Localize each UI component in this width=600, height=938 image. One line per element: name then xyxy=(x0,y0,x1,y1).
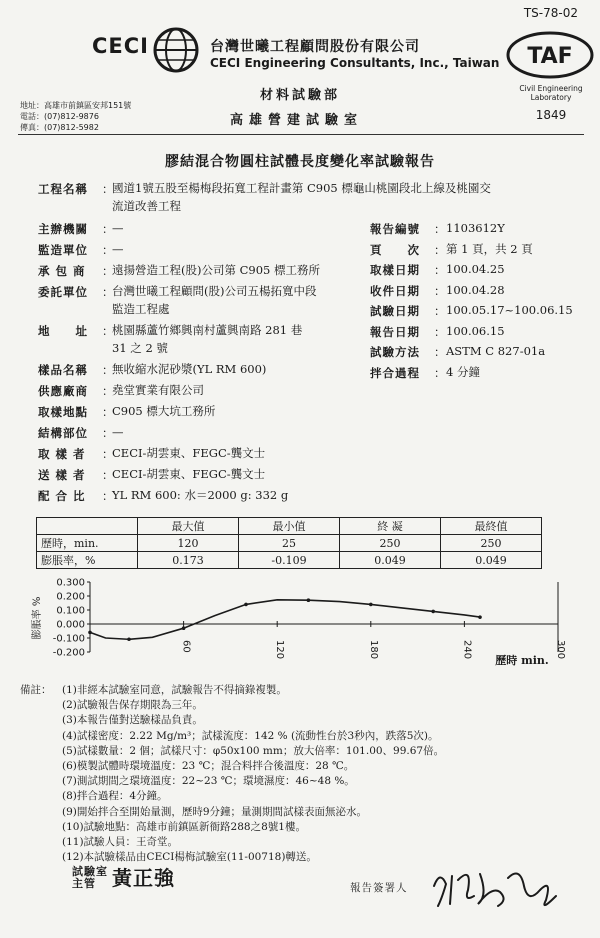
table-cell: 120 xyxy=(138,535,239,552)
field-label: 送 樣 者 xyxy=(38,468,86,482)
table-cell: 250 xyxy=(441,535,542,552)
company-name-en: CECI Engineering Consultants, Inc., Taiwan xyxy=(210,56,500,70)
field-colon: ： xyxy=(434,304,446,318)
note-item: (4)試樣密度：2.22 Mg/m³；試樣流度：142 % (流動性台於3秒內，跌落5次)。 xyxy=(62,729,439,742)
report-title: 膠結混合物圓柱試體長度變化率試驗報告 xyxy=(165,154,435,170)
field-value: CECI-胡雲東、FEGC-龔文士 xyxy=(112,467,266,481)
field-value: 1103612Y xyxy=(446,221,505,235)
field-colon: ： xyxy=(102,384,114,398)
contact-address: 地址：高雄市前鎮區安邦151號 xyxy=(20,101,132,110)
notes-section xyxy=(14,683,445,865)
field-label: 收件日期 xyxy=(370,283,420,298)
field-value: ASTM C 827-01a xyxy=(446,344,546,358)
table-cell: 0.049 xyxy=(441,552,542,569)
header-divider xyxy=(18,134,584,135)
field-label: 監造單位 xyxy=(38,243,88,257)
table-header-row xyxy=(37,518,542,535)
y-axis-label: 膨脹率 % xyxy=(32,596,43,640)
lab-supervisor-stamp xyxy=(72,866,175,890)
field-colon: ： xyxy=(434,263,446,277)
field-label: 報告編號 xyxy=(370,222,420,236)
note-item: (1)非經本試驗室同意，試驗報告不得摘錄複製。 xyxy=(62,684,287,696)
data-point xyxy=(182,626,186,630)
field-label: 拌合過程 xyxy=(370,365,420,380)
note-item: (5)試樣數量：2 個；試樣尺寸：φ50x100 mm；放大倍率：101.00、99.67倍。 xyxy=(62,744,445,757)
notes-label: 備註： xyxy=(20,684,52,696)
note-item: (8)拌合過程：4分鐘。 xyxy=(62,790,168,803)
stamp-name: 黃正強 xyxy=(112,866,175,890)
field-colon: ： xyxy=(434,365,446,380)
field-colon: ： xyxy=(434,345,446,359)
taf-number: 1849 xyxy=(535,108,567,122)
field-label: 報告日期 xyxy=(370,324,420,339)
field-value-cont: 31 之 2 號 xyxy=(112,341,168,355)
field-colon: ： xyxy=(102,426,114,440)
contact-fax: 傳真：(07)812-5982 xyxy=(20,123,99,132)
note-item: (10)試驗地點：高雄市前鎮區新衙路288之8號1樓。 xyxy=(62,820,306,833)
stamp-line1: 試驗室 xyxy=(72,865,108,878)
x-tick-label: 60 xyxy=(180,640,192,653)
row-label: 膨脹率，% xyxy=(37,552,138,569)
field-value: 第 1 頁，共 2 頁 xyxy=(446,241,533,256)
field-label: 取樣地點 xyxy=(38,405,88,419)
field-label: 試驗方法 xyxy=(370,345,420,359)
field-colon: ： xyxy=(434,283,446,298)
field-label: 樣品名稱 xyxy=(38,363,88,377)
field-value: 桃園縣蘆竹鄉興南村蘆興南路 281 巷 xyxy=(112,323,303,337)
data-point xyxy=(478,615,482,619)
field-value: — xyxy=(112,425,124,439)
expansion-chart xyxy=(30,578,580,670)
row-label: 歷時，min. xyxy=(37,535,138,552)
field-colon: ： xyxy=(434,324,446,339)
table-cell: 25 xyxy=(239,535,340,552)
contact-phone: 電話：(07)812-9876 xyxy=(20,112,99,121)
field-label: 地 址 xyxy=(38,324,88,338)
signer-label: 報告簽署人 xyxy=(350,882,408,894)
company-name-zh: 台灣世曦工程顧問股份有限公司 xyxy=(210,39,420,55)
field-label: 結構部位 xyxy=(38,426,88,440)
field-colon: ： xyxy=(102,243,114,257)
y-tick-label: -0.200 xyxy=(52,647,85,659)
field-value: YL RM 600: 水＝2000 g: 332 g xyxy=(112,488,289,502)
taf-caption: Civil Engineering Laboratory xyxy=(519,84,583,102)
x-tick-label: 180 xyxy=(367,640,379,660)
header-final-set: 終 凝 xyxy=(340,518,441,535)
header-max: 最大值 xyxy=(138,518,239,535)
field-value: — xyxy=(112,221,124,235)
field-value: 無收縮水泥砂漿(YL RM 600) xyxy=(112,362,267,376)
field-label: 取樣日期 xyxy=(370,263,420,277)
field-value: 100.05.17~100.06.15 xyxy=(446,303,573,317)
field-label: 委託單位 xyxy=(38,285,88,299)
note-item: (9)開始拌合至開始量測，歷時9分鐘；量測期間試樣表面無泌水。 xyxy=(62,805,368,818)
field-label: 供應廠商 xyxy=(38,384,88,398)
table-row xyxy=(37,535,542,552)
field-colon: ： xyxy=(102,324,114,338)
lab-name: 高雄營建試驗室 xyxy=(230,113,364,128)
table-cell: 0.173 xyxy=(138,552,239,569)
x-tick-label: 240 xyxy=(461,640,473,660)
field-value: C905 標大坑工務所 xyxy=(112,404,216,418)
taf-accreditation-logo xyxy=(505,30,595,80)
field-label: 頁 次 xyxy=(370,242,420,257)
field-colon: ： xyxy=(102,405,114,419)
note-item: (12)本試驗樣品由CECI楊梅試驗室(11-00718)轉送。 xyxy=(62,851,317,864)
note-item: (11)試驗人員：王奇堂。 xyxy=(62,836,179,849)
field-value: — xyxy=(112,242,124,256)
department-name: 材料試驗部 xyxy=(260,88,341,103)
header-min: 最小值 xyxy=(239,518,340,535)
x-tick-label: 120 xyxy=(274,640,286,660)
field-colon: ： xyxy=(102,222,114,236)
handwritten-signature xyxy=(428,856,568,914)
field-colon: ： xyxy=(102,447,114,461)
y-tick-label: -0.100 xyxy=(52,633,85,645)
project-label: 工程名稱 xyxy=(38,182,88,196)
table-cell: 0.049 xyxy=(340,552,441,569)
field-label: 主辦機關 xyxy=(38,222,88,236)
field-value: 100.06.15 xyxy=(446,323,505,338)
summary-table xyxy=(36,517,542,569)
taf-logo-text: TAF xyxy=(527,44,573,69)
field-value-cont: 監造工程處 xyxy=(112,302,170,316)
field-label: 承 包 商 xyxy=(38,264,86,278)
field-colon: ： xyxy=(434,222,446,236)
y-tick-label: 0.000 xyxy=(56,619,85,631)
data-point xyxy=(88,631,92,635)
field-label: 配 合 比 xyxy=(38,489,86,503)
data-point xyxy=(307,598,311,602)
field-label: 試驗日期 xyxy=(370,304,420,318)
field-colon: ： xyxy=(434,242,446,257)
data-point xyxy=(127,637,131,641)
field-value: 遠揚營造工程(股)公司第 C905 標工務所 xyxy=(112,263,321,277)
project-name-line1: 國道1號五股至楊梅段拓寬工程計畫第 C905 標龜山桃園段北上線及桃園交 xyxy=(112,181,491,195)
data-point xyxy=(244,603,248,607)
table-cell: 250 xyxy=(340,535,441,552)
field-value: 台灣世曦工程顧問(股)公司五楊拓寬中段 xyxy=(112,284,317,298)
note-item: (6)模製試體時環境溫度：23 ℃；混合料拌合後溫度：28 ℃。 xyxy=(62,760,355,773)
data-point xyxy=(369,603,373,607)
document-code: TS-78-02 xyxy=(523,6,578,20)
field-colon: ： xyxy=(102,363,114,377)
note-item: (7)測試期間之環境溫度：22~23 ℃；環境濕度：46~48 %。 xyxy=(62,775,355,788)
y-tick-label: 0.200 xyxy=(56,591,85,603)
field-value: CECI-胡雲東、FEGC-龔文士 xyxy=(112,446,266,460)
y-tick-label: 0.300 xyxy=(56,578,85,589)
field-value: 4 分鐘 xyxy=(446,364,480,379)
globe-logo-icon xyxy=(152,26,200,74)
note-item: (3)本報告僅對送驗樣品負責。 xyxy=(62,714,203,727)
stamp-line2: 主管 xyxy=(72,877,96,890)
field-colon: ： xyxy=(102,468,114,482)
x-axis-label: 歷時 min. xyxy=(495,654,549,667)
y-tick-label: 0.100 xyxy=(56,605,85,617)
data-point xyxy=(431,610,435,614)
project-name-line2: 流道改善工程 xyxy=(112,199,181,213)
company-logo-text: CECI xyxy=(92,34,149,58)
field-value: 100.04.28 xyxy=(446,282,505,297)
field-label: 取 樣 者 xyxy=(38,447,86,461)
header-final-value: 最終值 xyxy=(441,518,542,535)
table-cell: -0.109 xyxy=(239,552,340,569)
field-value: 100.04.25 xyxy=(446,262,505,276)
table-corner-cell xyxy=(37,518,138,535)
field-colon: ： xyxy=(102,489,114,503)
x-tick-label: 300 xyxy=(555,640,566,660)
note-item: (2)試驗報告保存期限為三年。 xyxy=(62,699,203,712)
field-colon: ： xyxy=(102,264,114,278)
field-value: 堯堂實業有限公司 xyxy=(112,383,204,397)
series-line xyxy=(90,600,480,640)
table-row xyxy=(37,552,542,569)
field-colon: ： xyxy=(102,285,114,299)
